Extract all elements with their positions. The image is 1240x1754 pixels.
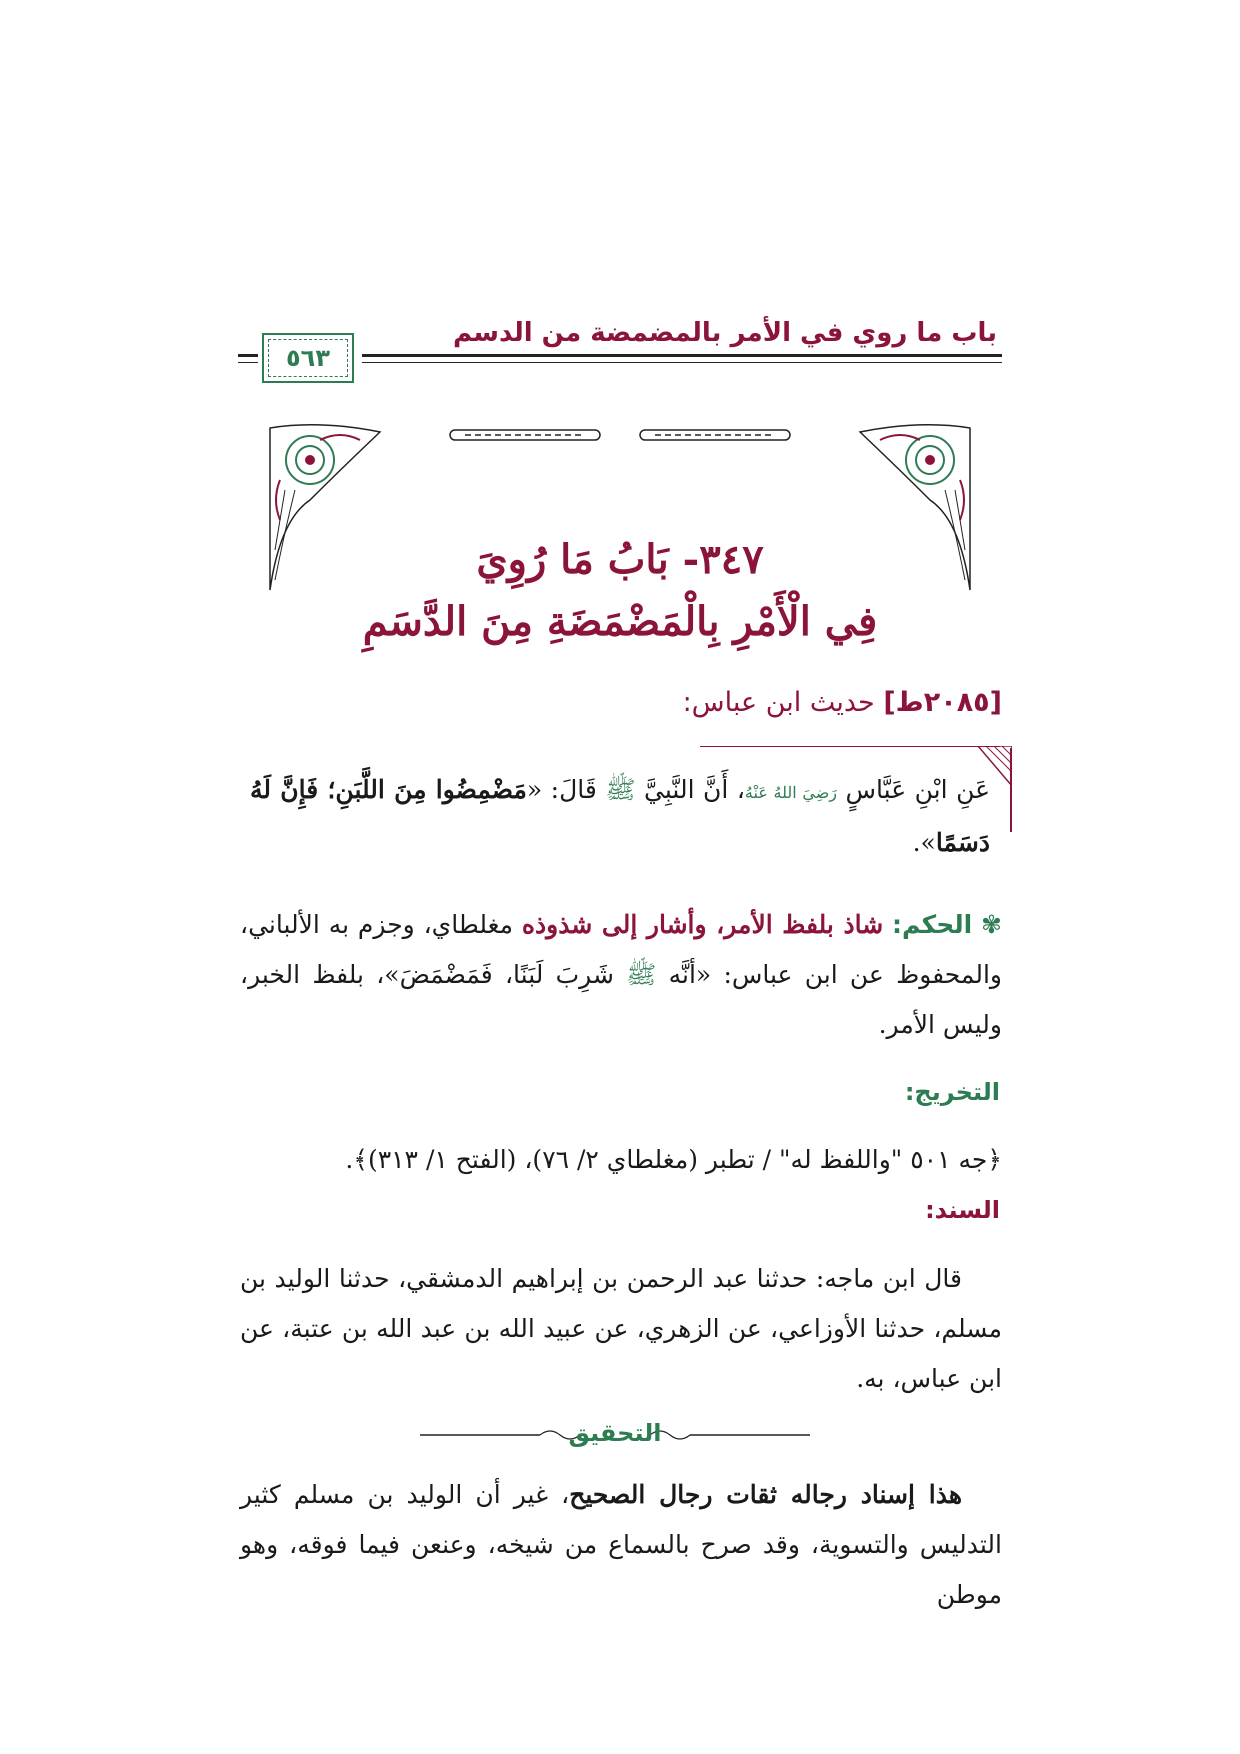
- honorific-salla-allahu: ﷺ: [605, 775, 636, 804]
- tahqiq-label: التحقيق: [568, 1419, 662, 1447]
- ruling-verdict: شاذ بلفظ الأمر، وأشار إلى شذوذه: [521, 910, 884, 939]
- ruling-text1: مغلطاي، وجزم به الألباني، والمحفوظ عن ابن عباس: «أنَّه: [240, 910, 1002, 989]
- hadith-matn: مَضْمِضُوا مِنَ اللَّبَنِ؛ فَإِنَّ لَهُ دَسَمًا: [250, 775, 990, 857]
- page-number-badge: [262, 333, 354, 383]
- ornament-top-bars: [450, 430, 790, 440]
- running-title: باب ما روي في الأمر بالمضمضة من الدسم: [452, 318, 997, 348]
- header-rule-right-thin: [362, 362, 1002, 363]
- chapter-title-line2: فِي الْأَمْرِ بِالْمَضْمَضَةِ مِنَ الدَّسَمِ: [362, 598, 878, 645]
- header-rule-left-thin: [238, 362, 258, 363]
- hadith-ref-title: حديث ابن عباس:: [682, 687, 875, 718]
- hadith-ref-code: [٢٠٨٥ط]: [883, 687, 1002, 718]
- tahqiq-divider: [420, 1419, 810, 1449]
- hadith-text-part2: ، أَنَّ النَّبِيَّ: [635, 775, 745, 804]
- takhrij-text: ﴿جه ٥٠١ "واللفظ له" / تطبر (مغلطاي ٢/ ٧٦)، (الفتح ١/ ٣١٣)﴾.: [345, 1145, 1002, 1174]
- ruling-paragraph: [240, 900, 1002, 1050]
- hadith-text-part1: عَنِ ابْنِ عَبَّاسٍ: [837, 775, 991, 804]
- sanad-text: قال ابن ماجه: حدثنا عبد الرحمن بن إبراهيم الدمشقي، حدثنا الوليد بن مسلم، حدثنا الأوزاعي، عن الزهري، عن عبيد الله بن عبد الله بن عتبة، عن ابن عباس، به.: [240, 1264, 1002, 1393]
- page-number: ٥٦٣: [286, 344, 330, 372]
- hadith-text-part4: ».: [912, 828, 936, 857]
- hadith-text: [250, 765, 990, 868]
- flower-icon: ✾: [981, 910, 1002, 939]
- ruling-label: الحكم:: [892, 910, 973, 939]
- hadith-reference: [683, 687, 1002, 718]
- tahqiq-text: [240, 1470, 1002, 1620]
- tahqiq-body: ، غير أن الوليد بن مسلم كثير التدليس والتسوية، وقد صرح بالسماع من شيخه، وعنعن فيما فوقه، وهو موطن: [240, 1480, 1002, 1609]
- tahqiq-verdict: هذا إسناد رجاله ثقات رجال الصحيح: [569, 1480, 963, 1509]
- hadith-box-top-rule: [700, 746, 1000, 747]
- honorific-radiallahu: رَضِيَ اللهُ عَنْهُ: [744, 783, 838, 802]
- ruling-text2: شَرِبَ لَبَنًا، فَمَضْمَضَ»، بلفظ الخبر، وليس الأمر.: [240, 960, 1002, 1039]
- chapter-title-line1: ٣٤٧- بَابُ مَا رُوِيَ: [476, 536, 764, 583]
- takhrij-label: التخريج:: [904, 1078, 1000, 1106]
- header-rule-right: [362, 354, 1002, 357]
- hadith-text-part3: قَالَ: «: [526, 775, 606, 804]
- ruling-honorific: ﷺ: [626, 960, 657, 989]
- header-rule-left: [238, 354, 258, 357]
- sanad-label: السند:: [925, 1196, 1000, 1224]
